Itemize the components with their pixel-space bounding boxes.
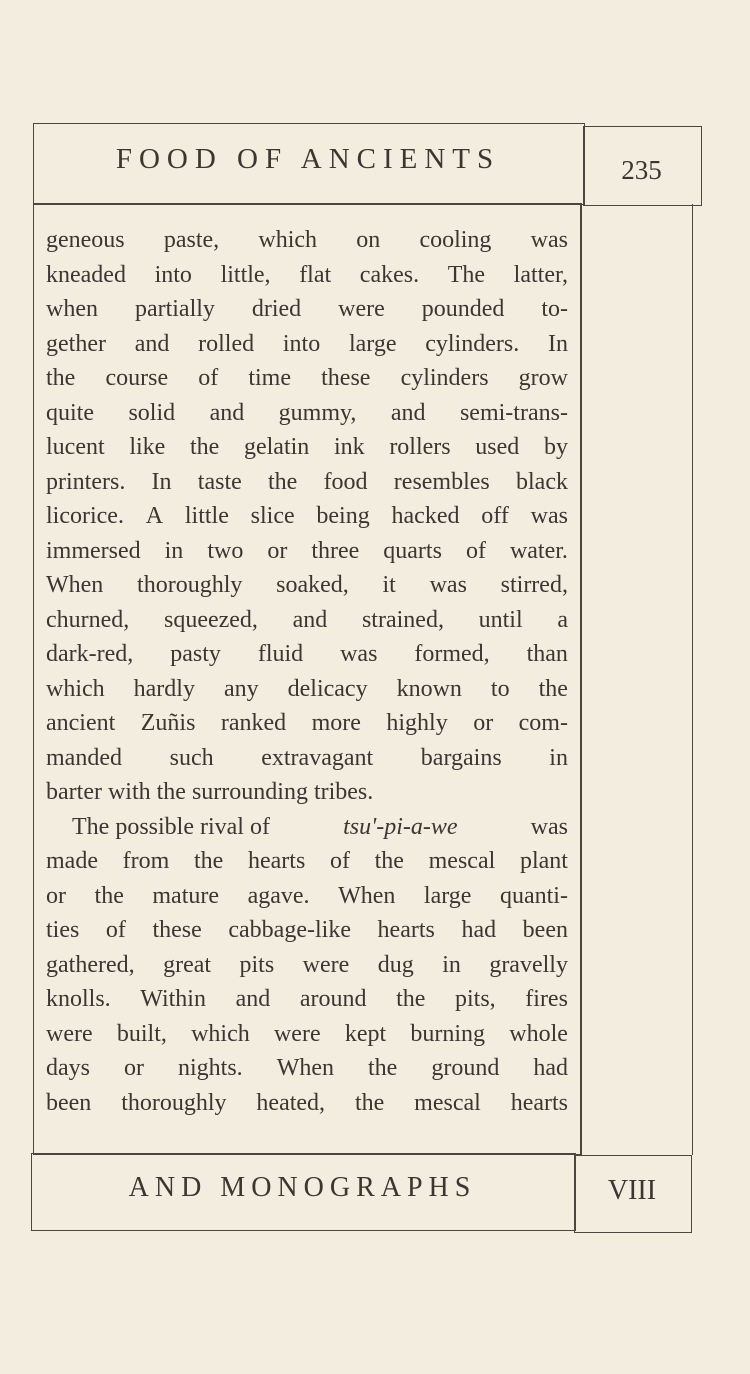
word: were xyxy=(273,1020,321,1047)
text-line xyxy=(46,292,568,327)
word: ranked xyxy=(220,710,287,736)
word: hearts xyxy=(377,917,435,943)
word: or xyxy=(267,537,288,564)
word: lucent xyxy=(46,434,105,460)
word: had xyxy=(461,917,497,943)
text-line xyxy=(46,1017,568,1052)
word: of xyxy=(329,848,350,874)
word: were xyxy=(338,296,385,322)
word: a xyxy=(557,606,568,633)
word: fluid xyxy=(257,641,304,667)
word: ground xyxy=(431,1055,500,1081)
text-segment: was xyxy=(530,813,568,840)
word: hacked xyxy=(391,503,460,529)
word: resembles xyxy=(393,468,490,495)
word: cakes. xyxy=(359,261,420,288)
word: Zuñis xyxy=(140,710,196,736)
word: little xyxy=(184,503,229,529)
text-line xyxy=(46,603,568,638)
word: were xyxy=(302,951,350,978)
word: thoroughly xyxy=(137,572,243,598)
volume-number: VIII xyxy=(607,1175,657,1206)
text-line xyxy=(46,534,568,569)
word: hardly xyxy=(133,675,195,702)
word: When xyxy=(46,572,104,598)
text-line xyxy=(46,396,568,431)
word: manded xyxy=(46,744,122,771)
word: printers. xyxy=(46,468,126,495)
text-line xyxy=(46,568,568,603)
word: which xyxy=(46,675,105,702)
text-line: barter with the surrounding tribes. xyxy=(46,779,374,805)
word: mescal xyxy=(414,1089,481,1116)
word: or xyxy=(124,1055,144,1081)
word: cooling xyxy=(419,227,492,253)
word: into xyxy=(154,261,192,288)
word: of xyxy=(465,537,486,564)
word: more xyxy=(311,710,361,736)
word: delicacy xyxy=(287,675,368,702)
word: used xyxy=(475,434,520,460)
word: bargains xyxy=(420,744,502,771)
word: than xyxy=(526,641,568,667)
word: like xyxy=(129,434,166,460)
word: pits xyxy=(239,951,275,978)
word: rolled xyxy=(198,330,255,357)
word: time xyxy=(248,365,291,391)
word: paste, xyxy=(163,227,220,253)
word: licorice. xyxy=(46,503,124,529)
word: was xyxy=(530,503,568,529)
word: and xyxy=(235,986,271,1012)
word: kept xyxy=(344,1020,387,1047)
word: great xyxy=(163,951,212,978)
word: into xyxy=(282,330,321,357)
word: burning xyxy=(410,1020,486,1047)
word: black xyxy=(516,468,568,495)
word: hearts xyxy=(247,848,306,874)
word: nights. xyxy=(178,1055,243,1081)
text-segment: The possible rival of xyxy=(72,813,270,840)
text-line xyxy=(46,741,568,776)
word: The xyxy=(447,261,486,288)
word: latter, xyxy=(513,261,568,288)
text-line xyxy=(46,430,568,465)
word: squeezed, xyxy=(163,606,258,633)
word: these xyxy=(321,365,371,391)
word: gether xyxy=(46,330,106,357)
word: of xyxy=(198,365,219,391)
text-line xyxy=(46,810,568,845)
word: agave. xyxy=(247,882,310,909)
word: gravelly xyxy=(489,951,568,978)
word: known xyxy=(396,675,462,702)
word: of xyxy=(105,917,126,943)
word: ancient xyxy=(46,710,116,736)
word: been xyxy=(522,917,568,943)
word: gummy, xyxy=(278,399,357,426)
word: and xyxy=(292,606,328,633)
word: In xyxy=(547,330,568,357)
word: the xyxy=(538,675,568,702)
word: in xyxy=(164,537,184,564)
word: When xyxy=(338,882,396,909)
word: to xyxy=(490,675,510,702)
word: large xyxy=(348,330,397,357)
word: mature xyxy=(152,882,220,909)
word: taste xyxy=(197,468,242,495)
word: the xyxy=(368,1055,398,1081)
word: immersed xyxy=(46,537,141,564)
word: on xyxy=(356,227,381,253)
word: mescal xyxy=(428,848,496,874)
word: which xyxy=(191,1020,250,1047)
word: days xyxy=(46,1055,90,1081)
word: the xyxy=(396,986,426,1012)
word: quanti- xyxy=(499,882,568,909)
word: cabbage-like xyxy=(228,917,351,943)
word: in xyxy=(442,951,461,978)
word: large xyxy=(423,882,472,909)
word: gelatin xyxy=(243,434,310,460)
word: made xyxy=(46,848,98,874)
word: been xyxy=(46,1089,92,1116)
word: the xyxy=(189,434,220,460)
word: pasty xyxy=(170,641,221,667)
word: quarts xyxy=(383,537,442,564)
word: dark-red, xyxy=(46,641,134,667)
word: In xyxy=(151,468,172,495)
word: ties xyxy=(46,917,80,943)
word: whole xyxy=(509,1020,568,1047)
word: thoroughly xyxy=(121,1089,227,1116)
word: cylinders. xyxy=(425,330,520,357)
word: flat xyxy=(299,261,332,288)
word: pits, xyxy=(455,986,496,1012)
text-line xyxy=(46,1086,568,1121)
word: soaked, xyxy=(276,572,349,598)
text-line xyxy=(46,1051,568,1086)
text-line xyxy=(46,258,568,293)
word: grow xyxy=(518,365,568,391)
page-number: 235 xyxy=(621,155,662,185)
text-line xyxy=(46,879,568,914)
word: until xyxy=(478,606,523,633)
word: by xyxy=(543,434,568,460)
word: these xyxy=(152,917,202,943)
word: quite xyxy=(46,399,94,426)
word: built, xyxy=(116,1020,167,1047)
word: stirred, xyxy=(500,572,568,598)
word: were xyxy=(46,1020,93,1047)
text-line xyxy=(46,361,568,396)
word: little, xyxy=(220,261,271,288)
word: the xyxy=(46,365,76,391)
word: when xyxy=(46,296,98,322)
series-title: AND MONOGRAPHS xyxy=(128,1172,477,1203)
word: gathered, xyxy=(46,951,135,978)
word: fires xyxy=(525,986,568,1012)
word: was xyxy=(429,572,467,598)
word: and xyxy=(390,399,426,426)
word: ink xyxy=(333,434,365,460)
word: or xyxy=(473,710,494,736)
word: was xyxy=(340,641,378,667)
text-line xyxy=(46,913,568,948)
word: kneaded xyxy=(46,261,126,288)
zuni-term: tsu'-pi-a-we xyxy=(343,813,458,840)
word: or xyxy=(46,882,66,909)
word: and xyxy=(134,330,170,357)
word: hearts xyxy=(510,1089,568,1116)
word: plant xyxy=(519,848,568,874)
word: it xyxy=(382,572,396,598)
word: Within xyxy=(140,986,206,1012)
text-line xyxy=(46,672,568,707)
word: the xyxy=(94,882,124,909)
word: strained, xyxy=(361,606,444,633)
word: dried xyxy=(251,296,302,322)
word: com- xyxy=(518,710,568,736)
word: cylinders xyxy=(400,365,489,391)
word: in xyxy=(549,744,568,771)
text-line xyxy=(46,948,568,983)
text-line xyxy=(46,327,568,362)
word: course xyxy=(105,365,169,391)
running-head: FOOD OF ANCIENTS xyxy=(115,143,501,175)
word: water. xyxy=(509,537,568,564)
text-line xyxy=(46,637,568,672)
word: When xyxy=(276,1055,334,1081)
word: slice xyxy=(250,503,295,529)
word: churned, xyxy=(46,606,130,633)
word: three xyxy=(311,537,360,564)
body-text xyxy=(46,223,568,1120)
word: the xyxy=(354,1089,385,1116)
text-line xyxy=(46,223,568,258)
word: from xyxy=(122,848,170,874)
word: the xyxy=(374,848,404,874)
word: knolls. xyxy=(46,986,111,1012)
word: the xyxy=(193,848,224,874)
word: any xyxy=(223,675,259,702)
word: A xyxy=(145,503,164,529)
word: highly xyxy=(386,710,448,736)
text-line xyxy=(46,706,568,741)
word: partially xyxy=(134,296,215,322)
word: extravagant xyxy=(261,744,374,771)
word: off xyxy=(481,503,509,529)
word: to- xyxy=(541,296,568,322)
word: and xyxy=(209,399,245,426)
word: was xyxy=(530,227,568,253)
word: dug xyxy=(377,951,414,978)
word: had xyxy=(533,1055,568,1081)
text-line xyxy=(46,499,568,534)
word: which xyxy=(258,227,318,253)
word: semi-trans- xyxy=(459,399,568,426)
text-line xyxy=(46,982,568,1017)
word: pounded xyxy=(421,296,505,322)
word: rollers xyxy=(389,434,451,460)
word: two xyxy=(207,537,244,564)
margin-column xyxy=(580,204,693,1155)
word: solid xyxy=(128,399,176,426)
word: geneous xyxy=(46,227,125,253)
word: food xyxy=(323,468,368,495)
word: formed, xyxy=(414,641,490,667)
word: such xyxy=(169,744,214,771)
text-line xyxy=(46,465,568,500)
word: the xyxy=(268,468,298,495)
word: around xyxy=(299,986,367,1012)
word: heated, xyxy=(256,1089,326,1116)
word: being xyxy=(316,503,370,529)
text-line xyxy=(46,844,568,879)
